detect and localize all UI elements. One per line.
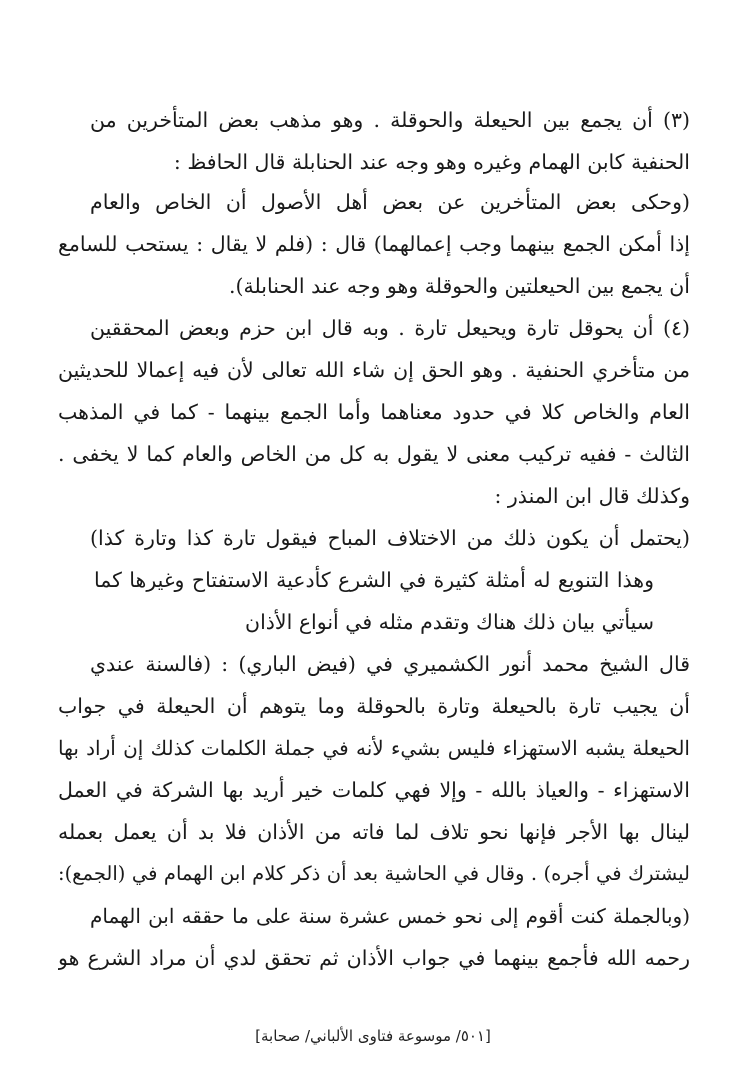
text-line: وكذلك قال ابن المنذر : (494, 484, 690, 508)
text-line: وهذا التنويع له أمثلة كثيرة في الشرع كأدعية الاستفتاح وغيرها كما (94, 568, 654, 592)
text-line: الحيعلة يشبه الاستهزاء فليس بشيء لأنه في جملة الكلمات كذلك إن أراد بها (58, 736, 690, 760)
text-line: قال الشيخ محمد أنور الكشميري في (فيض الباري) : (فالسنة عندي (90, 652, 690, 676)
text-line: (٣) أن يجمع بين الحيعلة والحوقلة . وهو مذهب بعض المتأخرين من (90, 108, 690, 132)
text-line: (وبالجملة كنت أقوم إلى نحو خمس عشرة سنة على ما حققه ابن الهمام (90, 904, 690, 928)
text-line: (يحتمل أن يكون ذلك من الاختلاف المباح فيقول تارة كذا وتارة كذا) (90, 526, 690, 550)
text-line: إذا أمكن الجمع بينهما وجب إعمالهما) قال : (فلم لا يقال : يستحب للسامع (58, 232, 690, 256)
page-footer: [٥٠١/ موسوعة فتاوى الألباني/ صحابة] (255, 1027, 491, 1045)
text-line: ليشترك في أجره) . وقال في الحاشية بعد أن ذكر كلام ابن الهمام في (الجمع): (58, 862, 690, 885)
text-line: أن يجيب تارة بالحيعلة وتارة بالحوقلة وما يتوهم أن الحيعلة في جواب (58, 694, 690, 718)
text-line: لينال بها الأجر فإنها نحو تلاف لما فاته من الأذان فلا بد أن يعمل بعمله (58, 820, 690, 844)
text-line: الاستهزاء - والعياذ بالله - وإلا فهي كلمات خير أريد بها الشركة في العمل (58, 778, 690, 802)
text-line: العام والخاص كلا في حدود معناهما وأما الجمع بينهما - كما في المذهب (58, 400, 690, 424)
text-line: (٤) أن يحوقل تارة ويحيعل تارة . وبه قال ابن حزم وبعض المحققين (90, 316, 690, 340)
text-line: (وحكى بعض المتأخرين عن بعض أهل الأصول أن الخاص والعام (90, 190, 690, 214)
text-line: الحنفية كابن الهمام وغيره وهو وجه عند الحنابلة قال الحافظ : (173, 150, 690, 174)
text-line: من متأخري الحنفية . وهو الحق إن شاء الله تعالى لأن فيه إعمالا للحديثين (58, 358, 690, 382)
text-line: سيأتي بيان ذلك هناك وتقدم مثله في أنواع الأذان (245, 610, 654, 634)
text-line: الثالث - ففيه تركيب معنى لا يقول به كل من الخاص والعام كما لا يخفى . (58, 442, 690, 466)
text-line: أن يجمع بين الحيعلتين والحوقلة وهو وجه عند الحنابلة). (229, 274, 690, 298)
text-line: رحمه الله فأجمع بينهما في جواب الأذان ثم تحقق لدي أن مراد الشرع هو (58, 946, 690, 970)
